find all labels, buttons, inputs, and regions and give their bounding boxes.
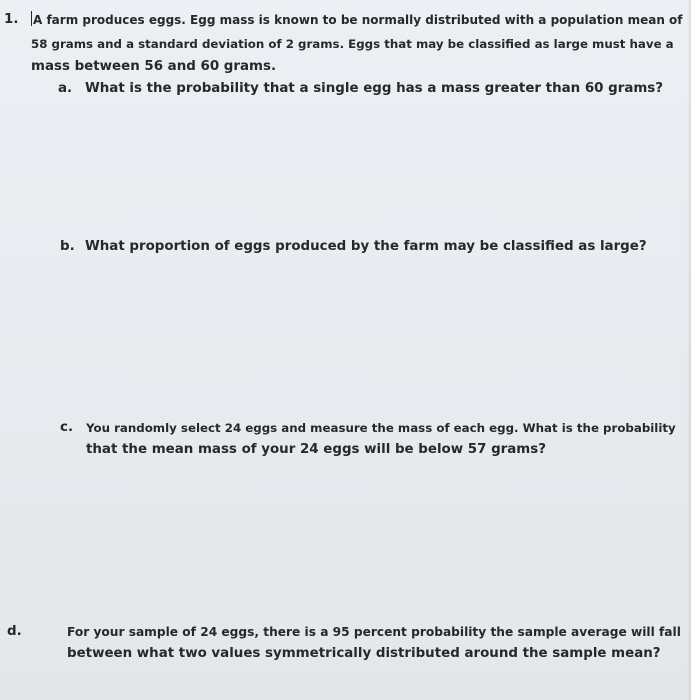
part-d-label: d. <box>7 624 22 639</box>
part-a-text: What is the probability that a single egg has a mass greater than 60 grams? <box>85 81 664 96</box>
part-d-text-line-1: For your sample of 24 eggs, there is a 95 percent probability the sample average will fall <box>67 625 681 639</box>
intro-line-3: mass between 56 and 60 grams. <box>31 59 277 74</box>
page-edge-shadow <box>687 0 691 700</box>
intro-line-1: A farm produces eggs. Egg mass is known to be normally distributed with a population mean of <box>33 13 683 27</box>
part-b-label: b. <box>60 239 75 254</box>
part-c-text-line-1: You randomly select 24 eggs and measure the mass of each egg. What is the probability <box>86 421 676 435</box>
intro-line-2: 58 grams and a standard deviation of 2 grams. Eggs that may be classified as large must have a <box>31 37 674 51</box>
text-cursor <box>31 11 32 26</box>
question-number: 1. <box>4 12 19 27</box>
part-c-label: c. <box>60 420 74 435</box>
part-b-text: What proportion of eggs produced by the farm may be classified as large? <box>85 239 647 254</box>
part-d-text-line-2: between what two values symmetrically distributed around the sample mean? <box>67 646 661 661</box>
part-c-text-line-2: that the mean mass of your 24 eggs will be below 57 grams? <box>86 442 546 457</box>
part-a-label: a. <box>58 81 73 96</box>
